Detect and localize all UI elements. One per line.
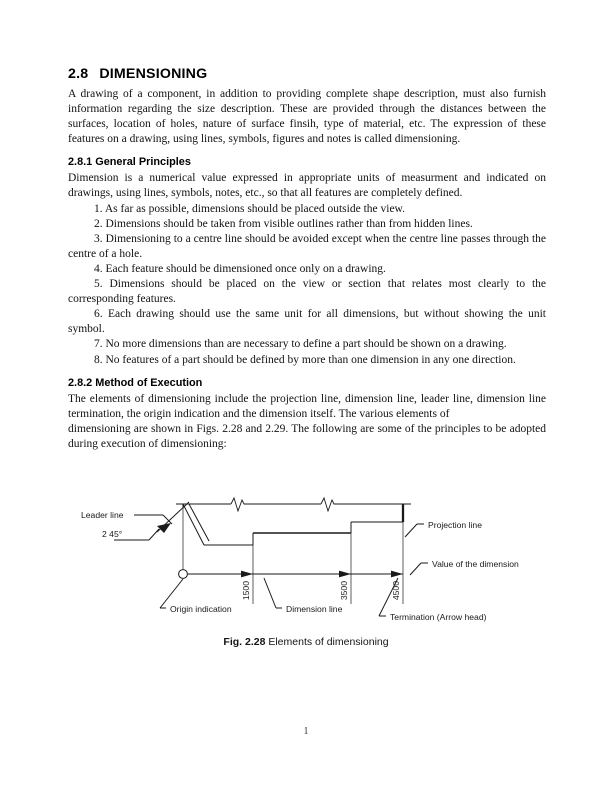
label-dimension-line: Dimension line	[286, 604, 343, 614]
dimension-value-4500: 4500	[391, 581, 401, 601]
arrowhead-3500	[339, 571, 351, 578]
break-symbol-2	[321, 498, 349, 511]
principle-item: 1. As far as possible, dimensions should be placed outside the view.	[94, 202, 405, 215]
dimension-value-3500: 3500	[339, 581, 349, 601]
break-symbol-1	[231, 498, 261, 511]
callout-projection-diagonal	[405, 524, 417, 537]
principle-item: 7. No more dimensions than are necessary to define a part should be shown on a drawing.	[94, 338, 507, 351]
figure-caption-number: Fig. 2.28	[223, 636, 266, 648]
origin-indication-circle	[179, 570, 188, 579]
subsection-heading-method-of-execution: 2.8.2 Method of Execution	[68, 376, 203, 389]
principle-item: 4. Each feature should be dimensioned once only on a drawing.	[94, 262, 386, 275]
general-principles-intro: Dimension is a numerical value expressed in appropriate units of measurment and indicated on drawings, using lines, symbols, notes, etc., so that all features are completely defined.	[68, 172, 546, 200]
label-projection-line: Projection line	[428, 520, 482, 530]
label-origin-indication: Origin indication	[170, 604, 232, 614]
dimensioning-diagram	[71, 482, 541, 632]
principle-item: 5. Dimensions should be placed on the view or section that relates most clearly to the corresponding features.	[68, 278, 546, 306]
principle-item: 3. Dimensioning to a centre line should be avoided except when the centre line passes through the centre of a hole.	[68, 232, 546, 260]
label-termination: Termination (Arrow head)	[390, 612, 487, 622]
figure-caption	[0, 636, 612, 648]
label-leader-line: Leader line	[81, 510, 124, 520]
label-chamfer-value: 2 45°	[102, 529, 123, 539]
principle-item: 6. Each drawing should use the same unit for all dimensions, but without showing the unit symbol.	[68, 308, 546, 336]
page-number: 1	[303, 726, 309, 737]
arrowhead-4500	[391, 571, 403, 578]
method-paragraph-second: dimensioning are shown in Figs. 2.28 and 2.29. The following are some of the principles to be adopted during execution of dimensioning:	[68, 422, 546, 450]
section-number: 2.8	[68, 66, 89, 82]
principle-item: 8. No features of a part should be defined by more than one dimension in any one direction.	[94, 353, 516, 366]
dimension-value-1500: 1500	[241, 581, 251, 601]
page-content	[68, 66, 546, 452]
section-intro-paragraph: A drawing of a component, in addition to providing complete shape description, must also furnish information regarding the size description. These are provided through the distances between the surfaces, location of holes, nature of surface finsih, type of material, etc. The expression of these features on a drawing, using lines, symbols, figures and notes is called dimensioning.	[68, 88, 546, 146]
callout-dimension-diagonal	[264, 578, 276, 608]
callout-value-diagonal	[410, 563, 421, 575]
label-value-of-dimension: Value of the dimension	[432, 559, 519, 569]
subsection-heading-general-principles: 2.8.1 General Principles	[68, 156, 191, 169]
arrowhead-1500	[241, 571, 253, 578]
chamfer-leader-kink	[149, 529, 159, 540]
section-title: DIMENSIONING	[99, 66, 208, 82]
chamfer-edge-outer	[183, 504, 204, 545]
arrowhead-leader-chamfer	[157, 523, 171, 533]
principle-item: 2. Dimensions should be taken from visible outlines rather than from hidden lines.	[94, 217, 473, 230]
method-paragraph-first: The elements of dimensioning include the projection line, dimension line, leader line, dimension line termination, the origin indication and the dimension itself. The various elements of	[68, 392, 546, 420]
figure-2-28	[0, 482, 612, 648]
page-title	[68, 66, 546, 82]
figure-caption-text: Elements of dimensioning	[268, 636, 389, 648]
